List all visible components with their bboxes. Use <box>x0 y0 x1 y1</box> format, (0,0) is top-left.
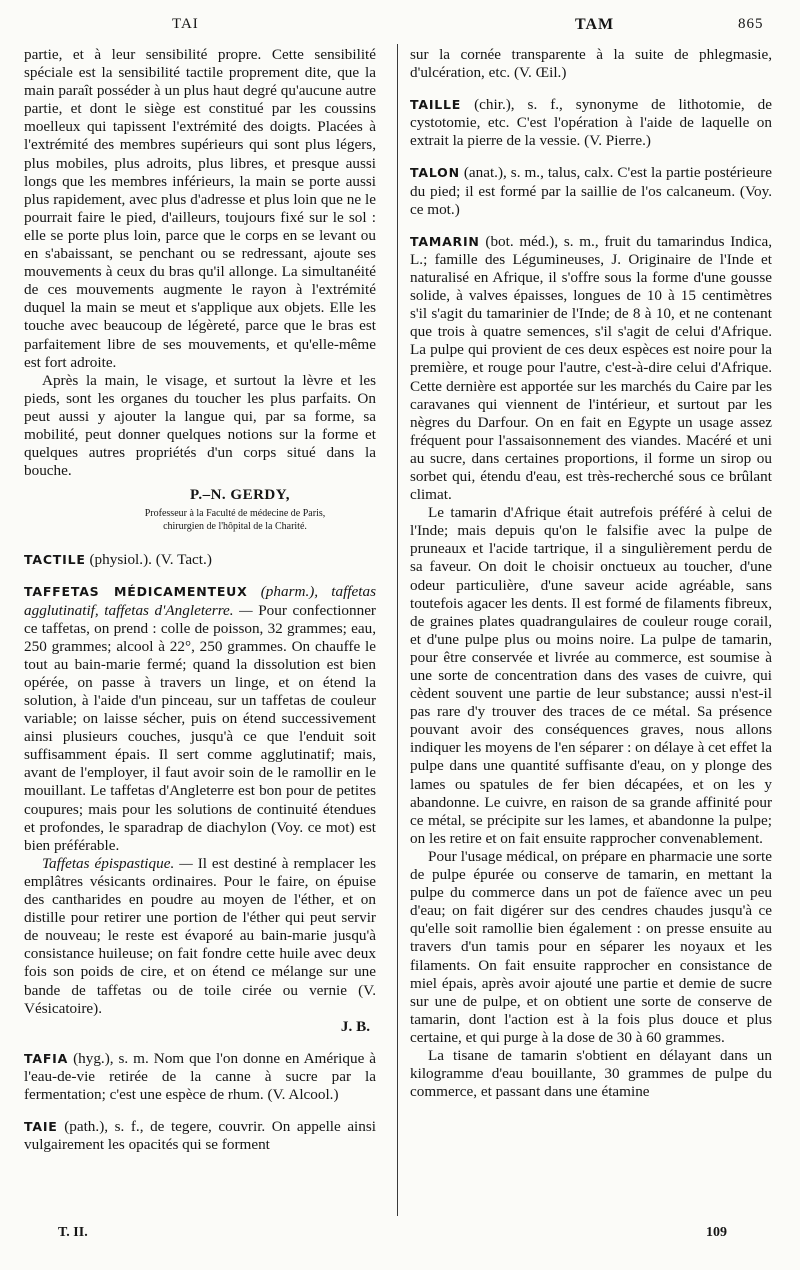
running-head-right: TAM <box>575 16 615 33</box>
column-divider <box>397 44 398 1216</box>
paragraph-sensibilite: partie, et à leur sensibilité propre. Cette sensibilité spéciale est la sensibilité tactile proprement dite, que la main paraît posséder à un plus haut degré qu'aucune autre partie, et dont le siège est constitué par les coussins moelleux qui tapissent l'extrémité des doigts. Placées à l'extrémité des membres supérieurs qui sont plus légers, plus mobiles, plus adroits, plus libres, et presque aussi longs que les membres inférieurs, la main se porte aussi plus rapidement, avec plus d'adresse et plus loin que ne le pourrait faire le pied, d'ailleurs, toujours fixé sur le sol : elle se porte plus loin, parce que le corps en se levant ou en s'abaissant, se penchant ou se redressant, ajoute ses mouvements à ceux du bras qu'il allonge. La simultanéité de ces mouvements augmente le rayon à l'extrémité duquel la main se meut et s'applique aux objets. Elle les touche avec beaucoup de légèreté, parce que le bras est parfaitement libre de ses mouvements, et qu'elle-même est fort adroite. <box>24 46 376 371</box>
entry-epispastique <box>24 855 376 1018</box>
entry-tafia <box>24 1050 376 1104</box>
taie-text: (path.), s. f., de tegere, couvrir. On appelle ainsi vulgairement les opacités qui se forment <box>24 1118 376 1154</box>
right-column <box>410 46 772 1101</box>
tafia-text: (hyg.), s. m. Nom que l'on donne en Amérique à l'eau-de-vie retirée de la canne à sucre par la fermentation; c'est une espèce de rhum. (V. Alcool.) <box>24 1049 377 1103</box>
paragraph-tamarin-afrique: Le tamarin d'Afrique était autrefois préféré à celui de l'Inde; mais depuis qu'on le falsifie avec la pulpe de pruneaux et l'acide tartrique, il a singulièrement perdu de sa faveur. On doit le choisir onctueux au toucher, d'une odeur particulière, d'une saveur acide agréable, sans toutefois agacer les dents. Il est formé de filaments fibreux, de graines plates quadrangulaires de couleur rouge corail, et d'une pulpe plus ou moins noire. La pulpe de tamarin, pour être conservée et livrée au commerce, est soumise à une sorte de concentration dans des vases de cuivre, qui cèdent souvent une partie de leur substance; aussi n'est-il pas rare d'y trouver des traces de ce métal. Sa présence pouvant avoir des conséquences graves, nous allons indiquer les moyens de l'en séparer : on délaye à cet effet la pulpe dans une quantité suffisante d'eau, on y plonge des lames ou spatules de fer bien décapées, et on les y abandonne. Le cuivre, en raison de sa grande affinité pour ce métal, se précipite sur les lames, et abandonne la pulpe; on les retire et on fait ensuite rapprocher convenablement. <box>410 504 772 847</box>
headword-taie: TAIE <box>24 1119 58 1135</box>
entry-taie <box>24 1118 376 1154</box>
left-column <box>24 46 376 1154</box>
headword-tactile: TACTILE <box>24 552 86 568</box>
taille-text: (chir.), s. f., synonyme de lithotomie, de cystotomie, etc. C'est l'opération à l'aide de laquelle on extrait la pierre de la vessie. (V. Pierre.) <box>410 96 772 150</box>
headword-tamarin: TAMARIN <box>410 233 480 249</box>
taie-continued: sur la cornée transparente à la suite de phlegmasie, d'ulcération, etc. (V. Œil.) <box>410 46 772 82</box>
headword-talon: TALON <box>410 165 460 181</box>
talon-text: (anat.), s. m., talus, calx. C'est la partie postérieure du pied; il est formé par la saillie de l'os calcaneum. (Voy. ce mot.) <box>410 164 772 218</box>
headword-taille: TAILLE <box>410 97 462 113</box>
entry-tactile <box>24 551 376 569</box>
volume-signature: T. II. <box>58 1225 88 1240</box>
entry-tamarin <box>410 233 772 504</box>
initials-jb: J. B. <box>340 1017 370 1035</box>
affiliation-line-1: Professeur à la Faculté de médecine de Paris, <box>144 508 326 520</box>
entry-taffetas <box>24 583 376 854</box>
affiliation-line-2: chirurgien de l'hôpital de la Charité. <box>163 520 307 532</box>
sheet-number: 109 <box>706 1225 727 1240</box>
author-affiliation <box>24 508 376 533</box>
tactile-text: (physiol.). (V. Tact.) <box>89 551 212 569</box>
taffetas-subtitle: (pharm.), taffetas agglutinatif, taffetas d'Angleterre. — <box>24 583 376 619</box>
author-signature: P.–N. GERDY, <box>190 487 290 504</box>
headword-taffetas: TAFFETAS MÉDICAMENTEUX <box>24 584 248 600</box>
entry-taille <box>410 96 772 150</box>
paragraph-visage: Après la main, le visage, et surtout la lèvre et les pieds, sont les organes du toucher les plus parfaits. On peut aussi y ajouter la langue qui, par sa forme, sa mobilité, peut donner quelques notions sur la forme et quelques autres propriétés d'un corps situé dans la bouche. <box>24 371 376 480</box>
running-head-left: TAI <box>172 16 199 32</box>
epispastique-text: Il est destiné à remplacer les emplâtres vésicants ordinaires. Pour le faire, on épuise des cantharides en poudre au moyen de l'éther, et on distille pour retirer une portion de l'éther qui peut servir de nouveau; le reste est évaporé au bain-marie jusqu'à consistance huileuse; on fait fondre cette huile avec deux fois son poids de cire, et on étend ce mélange sur une bande de taffetas ou de toile cirée ou vernie (V. Vésicatoire). <box>24 854 377 1017</box>
paragraph-usage-medical: Pour l'usage médical, on prépare en pharmacie une sorte de pulpe épurée ou conserve de tamarin, en mettant la pulpe du commerce dans un pot de faïence avec un peu d'eau; on fait digérer sur des cendres chaudes jusqu'à ce qu'elle soit ramollie bien également : on presse ensuite au travers d'un tamis pour en séparer les noyaux et les filaments. On fait ensuite rapprocher en consistance de miel épais, après avoir ajouté une partie et demie de sucre sur une de pulpe, et on obtient une sorte de conserve de tamarin, dont l'action est à la fois plus douce et plus certaine, et qui purge à la dose de 30 à 60 grammes. <box>410 847 772 1046</box>
headword-tafia: TAFIA <box>24 1050 69 1066</box>
page-number: 865 <box>738 16 764 32</box>
paragraph-tisane: La tisane de tamarin s'obtient en délayant dans un kilogramme d'eau bouillante, 30 grammes de pulpe du commerce, et passant dans une étamine <box>410 1046 772 1101</box>
taffetas-text: Pour confectionner ce taffetas, on prend : colle de poisson, 32 grammes; eau, 250 grammes; alcool à 22°, 250 grammes. On chauffe le tout au bain-marie fermé; quand la dissolution est bien opérée, on passe à travers un linge, et on étend la solution, à l'aide d'un pinceau, sur un taffetas de couleur variable; on laisse sécher, puis on étend successivement ainsi plusieurs couches, jusqu'à ce que l'enduit soit suffisamment épais. Il sert comme agglutinatif; mais, avant de l'employer, il faut avoir soin de le ramollir en le mouillant. Le taffetas d'Angleterre est bon pour de petites coupures; mais pour les solutions de continuité étendues et profondes, le sparadrap de diachylon (Voy. ce mot) est bien préférable. <box>24 601 376 854</box>
epispastique-head: Taffetas épispastique. — <box>42 854 193 872</box>
entry-talon <box>410 164 772 218</box>
tamarin-text: (bot. méd.), s. m., fruit du tamarindus Indica, L.; famille des Légumineuses, J. Originaire de l'Inde et naturalisé en Afrique, il s'offre sous la forme d'une gousse solide, à valves épaisses, longues de 10 à 15 centimètres s'il s'agit du tamarinier de l'Inde; de 8 à 10, et ne contenant que trois à quatre semences, s'il s'agit de celui d'Afrique. La pulpe qui provient de ces deux espèces est noire pour la première, et rouge pour l'autre, c'est-à-dire celui d'Afrique. Cette dernière est apportée sur les marchés du Caire par les caravanes qui viennent de l'intérieur, et surtout par les nègres du Darfour. On en fait en Egypte un usage assez fréquent pour l'assaisonnement des viandes. Macéré et uni au sucre, dans certaines proportions, il forme un sirop ou sorbet qui, étendu d'eau, est très-recherché sous ce brûlant climat. <box>410 232 772 504</box>
